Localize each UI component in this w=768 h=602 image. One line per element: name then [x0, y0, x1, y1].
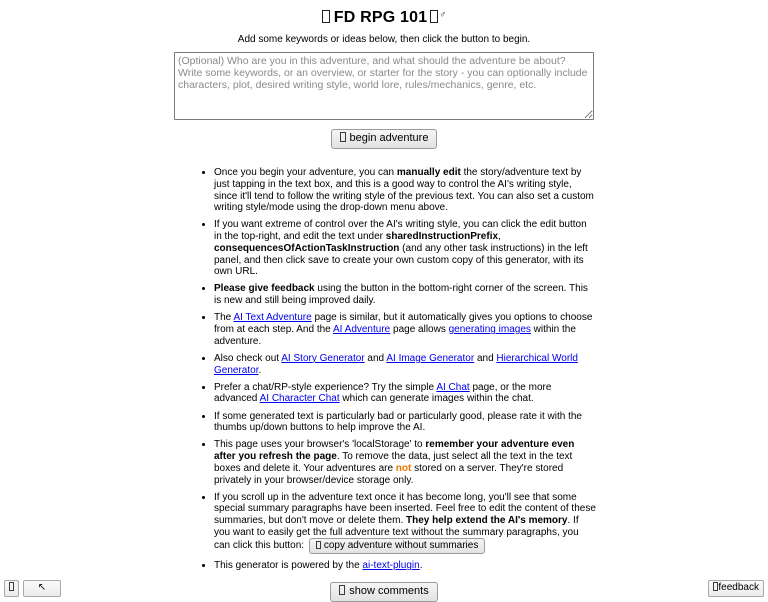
inline-link[interactable]: AI Character Chat: [259, 393, 340, 405]
inline-link[interactable]: AI Chat: [436, 381, 470, 393]
bullet-item: • If you want extreme of control over the AI's writing style, you can click the edit button in the top-right, and edit the text under sharedInstructionPrefix, consequencesOfActionTaskInstruction (and any other task instructions) in the left panel, and then click save to create your own custom copy of this generator, with its own URL.: [214, 219, 596, 277]
bullet-item: • Please give feedback using the button in the bottom-right corner of the screen. This is new and still being improved daily.: [214, 283, 596, 306]
feedback-label: feedback: [718, 582, 759, 593]
highlighted-not-text: not: [395, 462, 412, 474]
bullet-item: • Once you begin your adventure, you can manually edit the story/adventure text by just tapping in the text box, and this is a good way to control the AI's writing style, since it'll tend to follow the writing style of the previous text. You can also set a custom writing style/mode using the drop-down menu above.: [214, 167, 596, 214]
dice-emoji-icon: [340, 132, 346, 142]
instructions-subtitle: Add some keywords or ideas below, then click the button to begin.: [237, 34, 531, 45]
info-bullet-list: [172, 167, 596, 571]
bold-text: remember your adventure even after you refresh the page: [214, 439, 575, 463]
inline-link[interactable]: ai-text-plugin: [362, 559, 420, 571]
bullet-item: • Prefer a chat/RP-style experience? Try the simple AI Chat page, or the more advanced AI Character Chat which can generate images within the chat.: [214, 382, 596, 405]
male-sign-glyph: ♂: [439, 9, 447, 19]
copy-adventure-without-summaries-button[interactable]: copy adventure without summaries: [309, 538, 486, 554]
bullet-item: • The AI Text Adventure page is similar, but it automatically gives you options to choose from at each step. And the AI Adventure page allows generating images within the adventure.: [214, 312, 596, 347]
inline-link[interactable]: AI Text Adventure: [233, 312, 312, 324]
show-comments-label: show comments: [349, 584, 429, 597]
inline-link[interactable]: AI Adventure: [332, 323, 391, 335]
adventure-keywords-input[interactable]: [174, 52, 594, 120]
missing-emoji-icon: [9, 582, 14, 591]
bold-text: sharedInstructionPrefix: [385, 231, 499, 243]
main-content: [172, 0, 596, 602]
inline-link[interactable]: AI Story Generator: [281, 352, 365, 364]
clipboard-emoji-icon: [316, 541, 321, 549]
bottom-bar: [0, 579, 768, 597]
bullet-item: • If some generated text is particularly bad or particularly good, please rate it with the thumbs up/down buttons to help improve the AI.: [214, 411, 596, 434]
missing-emoji-icon: [430, 10, 438, 23]
bullet-item: • If you scroll up in the adventure text once it has become long, you'll see that some special summary paragraphs have been inserted. Feel free to edit the content of these summaries, but don't move or delete them. They help extend the AI's memory. If you want to easily get the full adventure text without the summary paragraphs, you can click this button: copy adventure without summaries: [214, 492, 596, 555]
page-title: [172, 9, 596, 27]
bottom-left-controls: [4, 580, 61, 597]
bottom-right-controls: [708, 577, 764, 597]
bold-text: They help extend the AI's memory: [406, 515, 568, 527]
bold-text: manually edit: [396, 167, 461, 179]
inline-link[interactable]: generating images: [448, 323, 531, 335]
bullet-item: • This generator is powered by the ai-text-plugin.: [214, 560, 596, 572]
scroll-to-top-button[interactable]: [23, 580, 61, 597]
bottom-left-icon-button[interactable]: [4, 580, 19, 597]
begin-adventure-button[interactable]: [331, 129, 438, 149]
bold-text: Please give feedback: [214, 283, 315, 295]
inline-link[interactable]: AI Image Generator: [386, 352, 475, 364]
bullet-item: • This page uses your browser's 'localStorage' to remember your adventure even after you refresh the page. To remove the data, just select all the text in the text boxes and delete it. Your adventures are not stored on a server. They're stored privately in your browser/device storage only.: [214, 439, 596, 486]
page-title-text: FD RPG 101: [333, 9, 428, 26]
inline-link[interactable]: Hierarchical World Generator: [214, 352, 578, 376]
missing-emoji-icon: [322, 10, 330, 23]
feedback-button[interactable]: [708, 580, 764, 597]
bullet-item: • Also check out AI Story Generator and AI Image Generator and Hierarchical World Generator.: [214, 353, 596, 376]
northwest-arrow-icon: ↖: [37, 582, 47, 593]
begin-adventure-label: begin adventure: [349, 132, 429, 144]
bold-text: consequencesOfActionTaskInstruction: [214, 242, 400, 254]
